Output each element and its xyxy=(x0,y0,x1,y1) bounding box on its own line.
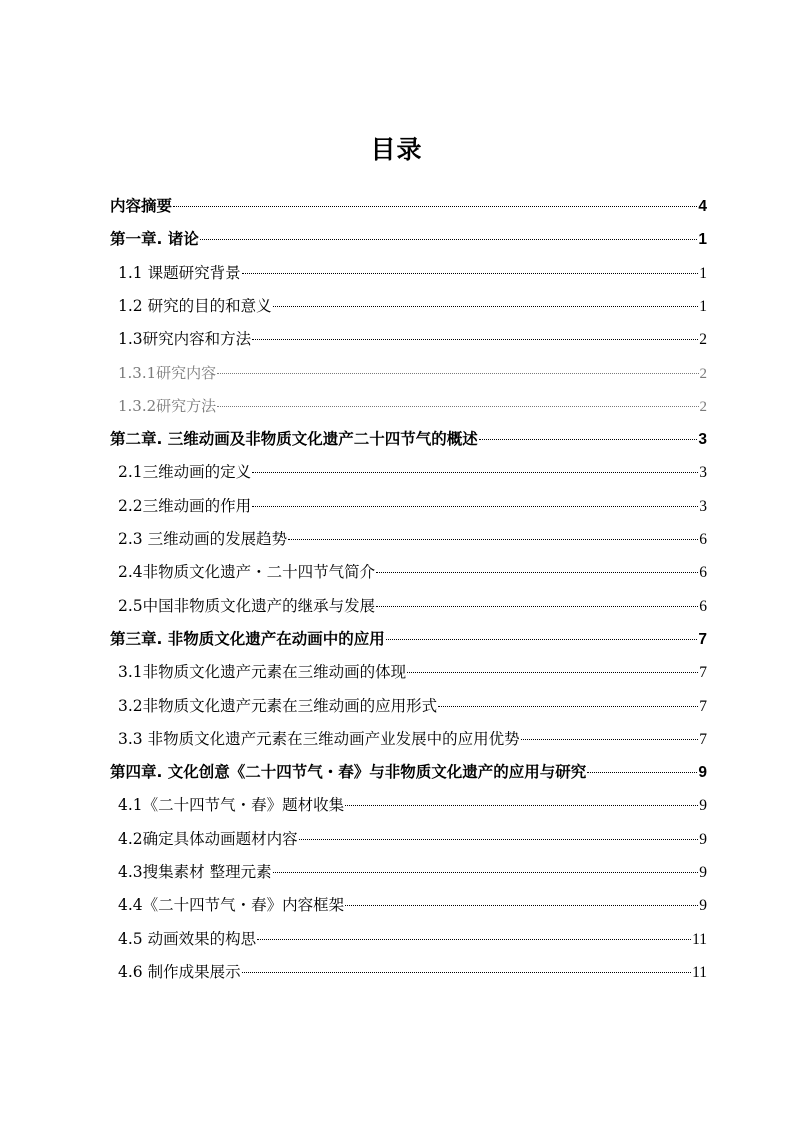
toc-dot-leader xyxy=(217,406,698,407)
toc-dot-leader xyxy=(587,772,697,773)
toc-entry[interactable] xyxy=(110,427,707,451)
toc-entry-page-number: 7 xyxy=(699,730,707,748)
toc-entry[interactable] xyxy=(118,927,707,951)
toc-dot-leader xyxy=(217,373,698,374)
toc-dot-leader xyxy=(299,839,699,840)
toc-entry-page-number: 4 xyxy=(698,198,707,215)
toc-entry-label: 2.1三维动画的定义 xyxy=(118,463,252,482)
toc-entry-page-number: 1 xyxy=(699,264,707,282)
toc-entry[interactable] xyxy=(110,227,707,251)
toc-entry[interactable] xyxy=(118,860,707,884)
toc-entry[interactable] xyxy=(110,760,707,784)
toc-dot-leader xyxy=(252,472,698,473)
toc-entry-label: 内容摘要 xyxy=(110,197,173,215)
toc-entry-label: 第二章. 三维动画及非物质文化遗产二十四节气的概述 xyxy=(110,430,478,449)
toc-entry-label: 1.1 课题研究背景 xyxy=(118,263,241,282)
toc-dot-leader xyxy=(252,506,698,507)
toc-entry-page-number: 2 xyxy=(699,331,707,349)
toc-entry-label: 4.3搜集素材 整理元素 xyxy=(118,863,272,881)
toc-entry-page-number: 9 xyxy=(699,830,707,848)
toc-entry-label: 4.4《二十四节气・春》内容框架 xyxy=(118,896,345,915)
toc-entry-page-number: 2 xyxy=(699,398,707,415)
toc-entry-page-number: 1 xyxy=(698,231,707,249)
toc-dot-leader xyxy=(200,239,698,240)
toc-dot-leader xyxy=(242,972,691,973)
toc-entry-page-number: 3 xyxy=(699,464,707,482)
toc-entry-label: 2.5中国非物质文化遗产的继承与发展 xyxy=(118,596,376,615)
toc-entry[interactable] xyxy=(118,727,707,751)
toc-entry-page-number: 2 xyxy=(699,365,707,382)
toc-entry-label: 1.2 研究的目的和意义 xyxy=(118,296,272,315)
toc-entry-label: 2.3 三维动画的发展趋势 xyxy=(118,530,288,548)
toc-entry-label: 1.3.1研究内容 xyxy=(118,363,217,382)
toc-entry-page-number: 6 xyxy=(699,531,707,548)
toc-entry[interactable] xyxy=(118,660,707,684)
toc-entry[interactable] xyxy=(110,194,707,218)
toc-entry[interactable] xyxy=(118,294,707,318)
toc-entry-label: 第一章. 诸论 xyxy=(110,230,199,249)
toc-entry[interactable] xyxy=(118,560,707,584)
toc-entry-page-number: 9 xyxy=(699,797,707,815)
toc-entry-label: 第四章. 文化创意《二十四节气・春》与非物质文化遗产的应用与研究 xyxy=(110,763,587,782)
toc-entry-label: 3.1非物质文化遗产元素在三维动画的体现 xyxy=(118,663,407,682)
toc-entry-page-number: 3 xyxy=(698,431,707,449)
toc-entry-page-number: 9 xyxy=(699,897,707,915)
toc-entry[interactable] xyxy=(118,960,707,984)
toc-entry-page-number: 11 xyxy=(692,930,707,948)
toc-entry-page-number: 9 xyxy=(699,864,707,881)
toc-entry-page-number: 3 xyxy=(699,497,707,515)
toc-entry[interactable] xyxy=(118,327,707,351)
toc-dot-leader xyxy=(273,306,699,307)
toc-entry-label: 3.3 非物质文化遗产元素在三维动画产业发展中的应用优势 xyxy=(118,729,520,748)
toc-entry[interactable] xyxy=(118,594,707,618)
toc-entry[interactable] xyxy=(110,627,707,651)
toc-entry-page-number: 6 xyxy=(699,597,707,615)
toc-dot-leader xyxy=(173,206,697,207)
toc-entry[interactable] xyxy=(118,793,707,817)
toc-entry-page-number: 11 xyxy=(692,963,707,981)
toc-dot-leader xyxy=(376,572,698,573)
toc-entry-label: 第三章. 非物质文化遗产在动画中的应用 xyxy=(110,629,385,648)
toc-entry[interactable] xyxy=(118,494,707,518)
toc-dot-leader xyxy=(252,339,698,340)
toc-entry-label: 4.6 制作成果展示 xyxy=(118,962,241,981)
toc-entry-page-number: 7 xyxy=(699,664,707,682)
toc-entry-label: 4.2确定具体动画题材内容 xyxy=(118,829,298,848)
toc-dot-leader xyxy=(386,639,698,640)
toc-dot-leader xyxy=(288,539,698,540)
toc-entry[interactable] xyxy=(118,361,707,385)
toc-dot-leader xyxy=(407,672,698,673)
toc-dot-leader xyxy=(521,739,699,740)
toc-dot-leader xyxy=(376,606,698,607)
toc-entry[interactable] xyxy=(118,394,707,418)
toc-entry-label: 4.5 动画效果的构思 xyxy=(118,929,257,948)
toc-entry-page-number: 9 xyxy=(698,764,707,782)
toc-entry-label: 1.3.2研究方法 xyxy=(118,396,217,415)
toc-entry-label: 1.3研究内容和方法 xyxy=(118,330,252,349)
toc-dot-leader xyxy=(345,905,698,906)
toc-entry[interactable] xyxy=(118,261,707,285)
toc-entry[interactable] xyxy=(118,460,707,484)
toc-dot-leader xyxy=(479,439,698,440)
toc-entry[interactable] xyxy=(118,694,707,718)
toc-dot-leader xyxy=(345,805,698,806)
toc-dot-leader xyxy=(438,706,698,707)
toc-entry-label: 4.1《二十四节气・春》题材收集 xyxy=(118,796,345,815)
toc-dot-leader xyxy=(257,939,691,940)
toc-entry-page-number: 7 xyxy=(698,630,707,648)
toc-entry-label: 2.4非物质文化遗产・二十四节气简介 xyxy=(118,563,376,582)
toc-entry-label: 3.2非物质文化遗产元素在三维动画的应用形式 xyxy=(118,696,438,715)
toc-entry-page-number: 1 xyxy=(699,297,707,315)
toc-dot-leader xyxy=(242,273,699,274)
toc-dot-leader xyxy=(273,872,699,873)
toc-entry-page-number: 6 xyxy=(699,564,707,582)
page-title: 目录 xyxy=(370,135,423,164)
toc-entry[interactable] xyxy=(118,893,707,917)
toc-entry-label: 2.2三维动画的作用 xyxy=(118,496,252,515)
toc-entry-page-number: 7 xyxy=(699,697,707,715)
toc-entry[interactable] xyxy=(118,827,707,851)
toc-entry[interactable] xyxy=(118,527,707,551)
